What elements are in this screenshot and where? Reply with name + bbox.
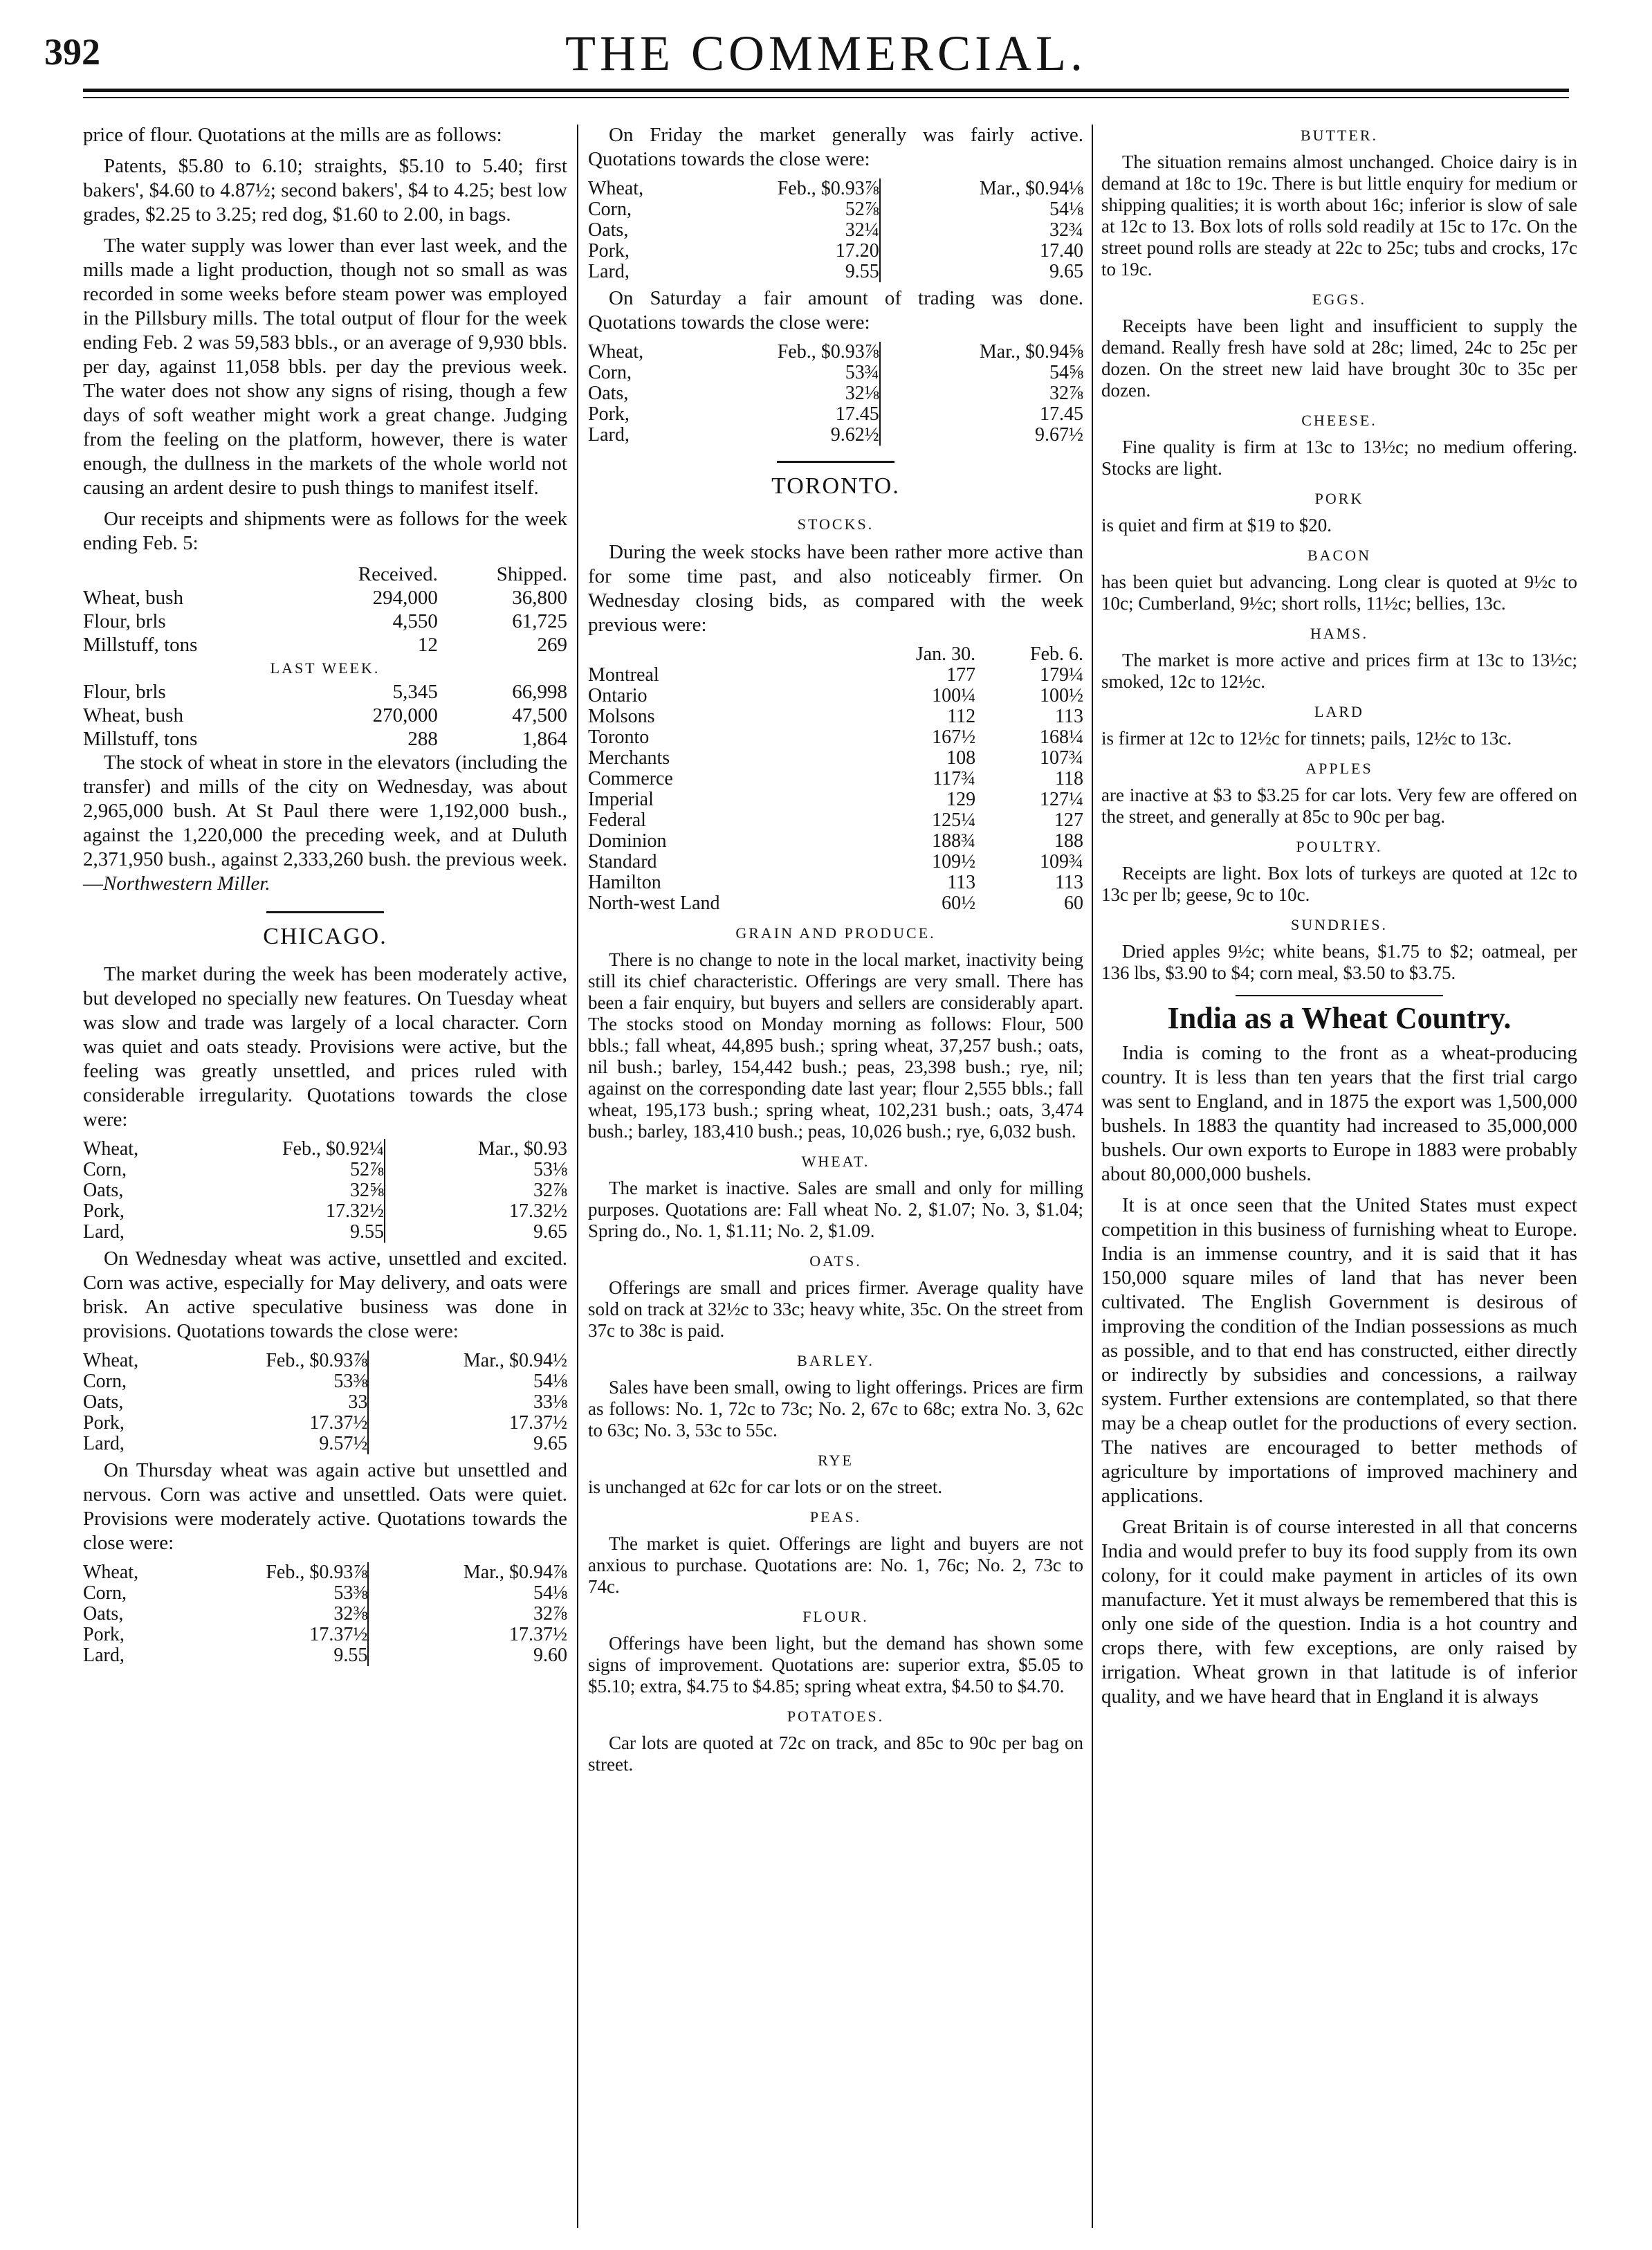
table-row: Lard, 9.55 9.65 [588, 261, 1083, 282]
table-row: Ontario 100¼ 100½ [588, 685, 1083, 706]
subheading-rye: RYE [818, 1452, 854, 1469]
table-row: Corn, 52⅞ 53⅛ [83, 1159, 567, 1180]
table-row: Toronto 167½ 168¼ [588, 726, 1083, 748]
table-row: Merchants 108 107¾ [588, 747, 1083, 769]
subheading-grain: GRAIN AND PRODUCE. [735, 924, 936, 942]
table-row: Lard, 9.57½ 9.65 [83, 1433, 567, 1454]
subheading-barley: BARLEY. [797, 1352, 874, 1369]
paragraph: The market is inactive. Sales are small and only for milling purposes. Quotations are: Fall wheat No. 2, $1.07; No. 3, $1.04; Spring do., No. 1, $1.11; No. 2, $1.09. [588, 1178, 1083, 1241]
paragraph: Car lots are quoted at 72c on track, and 85c to 90c per bag on street. [588, 1732, 1083, 1775]
section-rule [777, 461, 894, 463]
article-title: India as a Wheat Country. [1167, 1001, 1512, 1035]
masthead-title: THE COMMERCIAL. [565, 26, 1087, 81]
paragraph: is quiet and firm at $19 to $20. [1101, 515, 1332, 536]
table-row: Hamilton 113 113 [588, 872, 1083, 893]
table-row: Imperial 129 127¼ [588, 789, 1083, 810]
subheading-eggs: EGGS. [1312, 291, 1366, 308]
table-row: Wheat, Feb., $0.93⅞ Mar., $0.94⅞ [83, 1562, 567, 1583]
paragraph: Receipts are light. Box lots of turkeys are quoted at 12c to 13c per lb; geese, 9c to 10c. [1101, 863, 1577, 905]
quotation-table [588, 179, 1083, 282]
subheading-wheat: WHEAT. [801, 1153, 870, 1170]
table-row: Oats, 33 33⅛ [83, 1391, 567, 1413]
paragraph: Our receipts and shipments were as follows for the week ending Feb. 5: [83, 508, 567, 554]
paragraph: During the week stocks have been rather more active than for some time past, and also noticeably firmer. On Wednesday closing bids, as compared with the week previous were: [588, 541, 1083, 636]
subheading-butter: BUTTER. [1300, 127, 1379, 144]
article-rule [1236, 995, 1443, 996]
paragraph: On Wednesday wheat was active, unsettled and excited. Corn was active, especially for May delivery, and oats were brisk. An active speculative business was done in provisions. Quotations towards the close were: [83, 1247, 567, 1342]
table-row: Flour, brls 5,345 66,998 [83, 681, 567, 703]
table-header: Jan. 30. [915, 643, 976, 665]
paragraph: Fine quality is firm at 13c to 13½c; no medium offering. Stocks are light. [1101, 437, 1577, 479]
table-row: Oats, 32¼ 32¾ [588, 219, 1083, 241]
subheading-hams: HAMS. [1310, 625, 1369, 642]
paragraph: On Friday the market generally was fairly active. Quotations towards the close were: [588, 124, 1083, 170]
table-row: Wheat, Feb., $0.93⅞ Mar., $0.94½ [83, 1350, 567, 1371]
quotation-table [83, 1562, 567, 1666]
table-row: Lard, 9.62½ 9.67½ [588, 424, 1083, 446]
quotation-table [83, 1351, 567, 1454]
section-heading-chicago: CHICAGO. [263, 924, 387, 949]
paragraph: The situation remains almost unchanged. Choice dairy is in demand at 18c to 19c. There is but little enquiry for medium or shipping qualities; it is worth about 16c; inferior is slow of sale at 12c to 13. Box lots of rolls sold readily at 15c to 17c. On the street pound rolls are steady at 22c to 25c; tubs and crocks, 17c to 19c. [1101, 152, 1577, 280]
paragraph: On Saturday a fair amount of trading was done. Quotations towards the close were: [588, 287, 1083, 333]
paragraph: The market is quiet. Offerings are light and buyers are not anxious to purchase. Quotations are: No. 1, 76c; No. 2, 73c to 74c. [588, 1533, 1083, 1597]
table-row: Corn, 52⅞ 54⅛ [588, 199, 1083, 220]
paragraph: It is at once seen that the United States must expect competition in this business of furnishing wheat to Europe. India is an immense country, and it is said that it has 150,000 square miles of land that has never been cultivated. The English Government is desirous of improving the condition of the Indian possessions as much as possible, and to that end has constructed, either directly or indirectly by subsidies and concessions, a railway system. Further extensions are contemplated, so that there may be a cheap outlet for the productions of every section. The natives are encouraged to better methods of agriculture by importations of improved machinery and applications. [1101, 1194, 1577, 1507]
subheading-poultry: POULTRY. [1296, 838, 1383, 855]
table-row: Dominion 188¾ 188 [588, 830, 1083, 852]
paragraph: The stock of wheat in store in the elevators (including the transfer) and mills of the city on Wednesday, was about 2,965,000 bush. At St Paul there were 1,192,000 bush., against the 1,220,000 the preceding week, and at Duluth 2,371,950 bush., against 2,333,260 bush. the previous week.—Northwestern Miller. [83, 751, 567, 895]
column-divider [577, 125, 578, 2228]
masthead-rule-thin [83, 97, 1569, 98]
source-credit: Northwestern Miller. [103, 872, 270, 895]
subheading-lard: LARD [1314, 703, 1364, 720]
paragraph: Receipts have been light and insufficient to supply the demand. Really fresh have sold at 28c; limed, 24c to 25c per dozen. On the street new laid have brought 30c to 35c per dozen. [1101, 315, 1577, 401]
table-row: Wheat, bush 294,000 36,800 [83, 587, 567, 609]
subheading-stocks: STOCKS. [797, 515, 874, 533]
table-row: Montreal 177 179¼ [588, 664, 1083, 686]
subheading-bacon: BACON [1307, 547, 1371, 564]
table-row: Oats, 32⅛ 32⅞ [588, 383, 1083, 404]
stocks-table [588, 644, 1083, 914]
masthead-rule [83, 89, 1569, 92]
column-2 [588, 123, 1083, 1782]
subheading-sundries: SUNDRIES. [1290, 916, 1388, 933]
table-row: Wheat, bush 270,000 47,500 [83, 704, 567, 726]
table-header: Received. [358, 563, 438, 585]
table-row: Pork, 17.37½ 17.37½ [83, 1624, 567, 1645]
paragraph: On Thursday wheat was again active but unsettled and nervous. Corn was active and unsettled. Oats were quiet. Provisions were moderately active. Quotations towards the close were: [83, 1459, 567, 1554]
table-row: Wheat, Feb., $0.93⅞ Mar., $0.94⅝ [588, 341, 1083, 363]
paragraph: The water supply was lower than ever last week, and the mills made a light production, though not so small as was recorded in some weeks before steam power was employed in the Pillsbury mills. The total output of flour for the week ending Feb. 2 was 59,583 bbls., or an average of 9,930 bbls. per day, against 11,058 bbls. per day the previous week. The water does not show any signs of rising, though a few days of soft weather might work a great change. Judging from the feeling on the platform, however, there is water enough, the dullness in the markets of the whole world not causing an ardent desire to push things to manifest itself. [83, 235, 567, 499]
page-number: 392 [44, 31, 100, 73]
subheading-peas: PEAS. [809, 1508, 862, 1526]
table-row: Pork, 17.37½ 17.37½ [83, 1412, 567, 1434]
subheading-cheese: CHEESE. [1301, 412, 1377, 429]
table-row: North-west Land 60½ 60 [588, 893, 1083, 914]
table-row: Standard 109½ 109¾ [588, 851, 1083, 872]
paragraph: is firmer at 12c to 12½c for tinnets; pails, 12½c to 13c. [1101, 728, 1512, 749]
table-row: Pork, 17.32½ 17.32½ [83, 1200, 567, 1222]
paragraph: Offerings are small and prices firmer. Average quality have sold on track at 32½c to 33c; heavy white, 35c. On the street from 37c to 38c is paid. [588, 1277, 1083, 1341]
paragraph: Dried apples 9½c; white beans, $1.75 to $2; oatmeal, per 136 lbs, $3.90 to $4; corn meal, $3.50 to $3.75. [1101, 941, 1577, 983]
subheading-oats: OATS. [809, 1252, 862, 1270]
table-row: Wheat, Feb., $0.93⅞ Mar., $0.94⅛ [588, 178, 1083, 199]
subheading-apples: APPLES [1305, 760, 1373, 777]
table-row: Corn, 53⅜ 54⅛ [83, 1582, 567, 1604]
table-row: Oats, 32⅜ 32⅞ [83, 1603, 567, 1625]
subheading-flour: FLOUR. [802, 1608, 869, 1625]
table-row: Wheat, Feb., $0.92¼ Mar., $0.93 [83, 1138, 567, 1160]
table-row: Pork, 17.45 17.45 [588, 403, 1083, 425]
table-row: Millstuff, tons 12 269 [83, 634, 567, 656]
quotation-table [83, 1139, 567, 1243]
quotation-table [588, 342, 1083, 446]
paragraph: India is coming to the front as a wheat-producing country. It is less than ten years that the first trial cargo was sent to England, and in 1875 the export was 1,500,000 bushels. In 1883 the quantity had increased to 35,000,000 bushels. Our own exports to Europe in 1883 were probably about 80,000,000 bushels. [1101, 1042, 1577, 1185]
subheading-pork: PORK [1314, 490, 1364, 507]
receipts-table [83, 562, 567, 751]
paragraph: The market during the week has been moderately active, but developed no specially new features. On Tuesday wheat was slow and trade was largely of a local character. Corn was quiet and oats steady. Provisions were active, but the feeling was greatly unsettled, and prices ruled with considerable irregularity. Quotations towards the close were: [83, 963, 567, 1131]
table-row: Corn, 53⅜ 54⅛ [83, 1371, 567, 1392]
table-row: Lard, 9.55 9.60 [83, 1645, 567, 1666]
table-header: Feb. 6. [1030, 643, 1083, 665]
paragraph: Offerings have been light, but the demand has shown some signs of improvement. Quotations are: superior extra, $5.05 to $5.10; extra, $4.75 to $4.85; spring wheat extra, $4.50 to $4.70. [588, 1633, 1083, 1696]
column-1 [83, 123, 567, 1670]
paragraph: Great Britain is of course interested in all that concerns India and would prefer to buy its food supply from its own colony, for it could make payment in articles of its own manufacture. Yet it must always be remembered that this is only one side of the question. India is a hot country and crops there, with few exceptions, are only raised by irrigation. Wheat grown in that latitude is of inferior quality, and we have heard that in England it is always [1101, 1516, 1577, 1708]
section-rule [266, 911, 384, 913]
paragraph: are inactive at $3 to $3.25 for car lots. Very few are offered on the street, and generally at 85c to 90c per bag. [1101, 785, 1577, 827]
paragraph: Patents, $5.80 to 6.10; straights, $5.10 to 5.40; first bakers', $4.60 to 4.87½; second bakers', $4 to 4.25; best low grades, $2.25 to 3.25; red dog, $1.60 to 2.00, in bags. [83, 155, 567, 226]
paragraph: Sales have been small, owing to light offerings. Prices are firm as follows: No. 1, 72c to 73c; No. 2, 67c to 68c; extra No. 3, 62c to 63c; No. 3, 53c to 55c. [588, 1377, 1083, 1440]
paragraph: is unchanged at 62c for car lots or on the street. [588, 1476, 943, 1497]
column-divider [1092, 125, 1093, 2228]
table-header: Shipped. [496, 563, 567, 585]
table-header [83, 562, 292, 586]
table-row: Lard, 9.55 9.65 [83, 1221, 567, 1243]
table-row: Commerce 117¾ 118 [588, 768, 1083, 789]
column-3 [1101, 123, 1577, 1716]
table-row: Molsons 112 113 [588, 706, 1083, 727]
section-heading-toronto: TORONTO. [771, 473, 900, 499]
table-row: Federal 125¼ 127 [588, 810, 1083, 831]
paragraph: price of flour. Quotations at the mills are as follows: [83, 124, 502, 146]
paragraph: There is no change to note in the local market, inactivity being still its chief characteristic. Offerings are very small. There has been a fair enquiry, but buyers and sellers are considerably apart. The stocks stood on Monday morning as follows: Flour, 500 bbls.; fall wheat, 44,895 bush.; spring wheat, 37,257 bush.; oats, nil bush.; barley, 154,442 bush.; peas, 23,398 bush.; rye, nil; against on the corresponding date last year; flour 2,555 bbls.; fall wheat, 195,173 bush.; spring wheat, 102,231 bush.; oats, 3,474 bush.; barley, 183,410 bush.; peas, 10,026 bush.; rye, 6,032 bush. [588, 949, 1083, 1142]
table-row: Oats, 32⅝ 32⅞ [83, 1180, 567, 1201]
paragraph: The market is more active and prices firm at 13c to 13½c; smoked, 12c to 12½c. [1101, 650, 1577, 692]
table-row: Pork, 17.20 17.40 [588, 240, 1083, 262]
table-row: Millstuff, tons 288 1,864 [83, 728, 567, 750]
table-row: Flour, brls 4,550 61,725 [83, 610, 567, 632]
paragraph: has been quiet but advancing. Long clear is quoted at 9½c to 10c; Cumberland, 9½c; short rolls, 11½c; bellies, 13c. [1101, 571, 1577, 614]
table-row: Corn, 53¾ 54⅝ [588, 362, 1083, 383]
subheading-potatoes: POTATOES. [787, 1708, 885, 1725]
table-subheading: LAST WEEK. [270, 659, 380, 677]
